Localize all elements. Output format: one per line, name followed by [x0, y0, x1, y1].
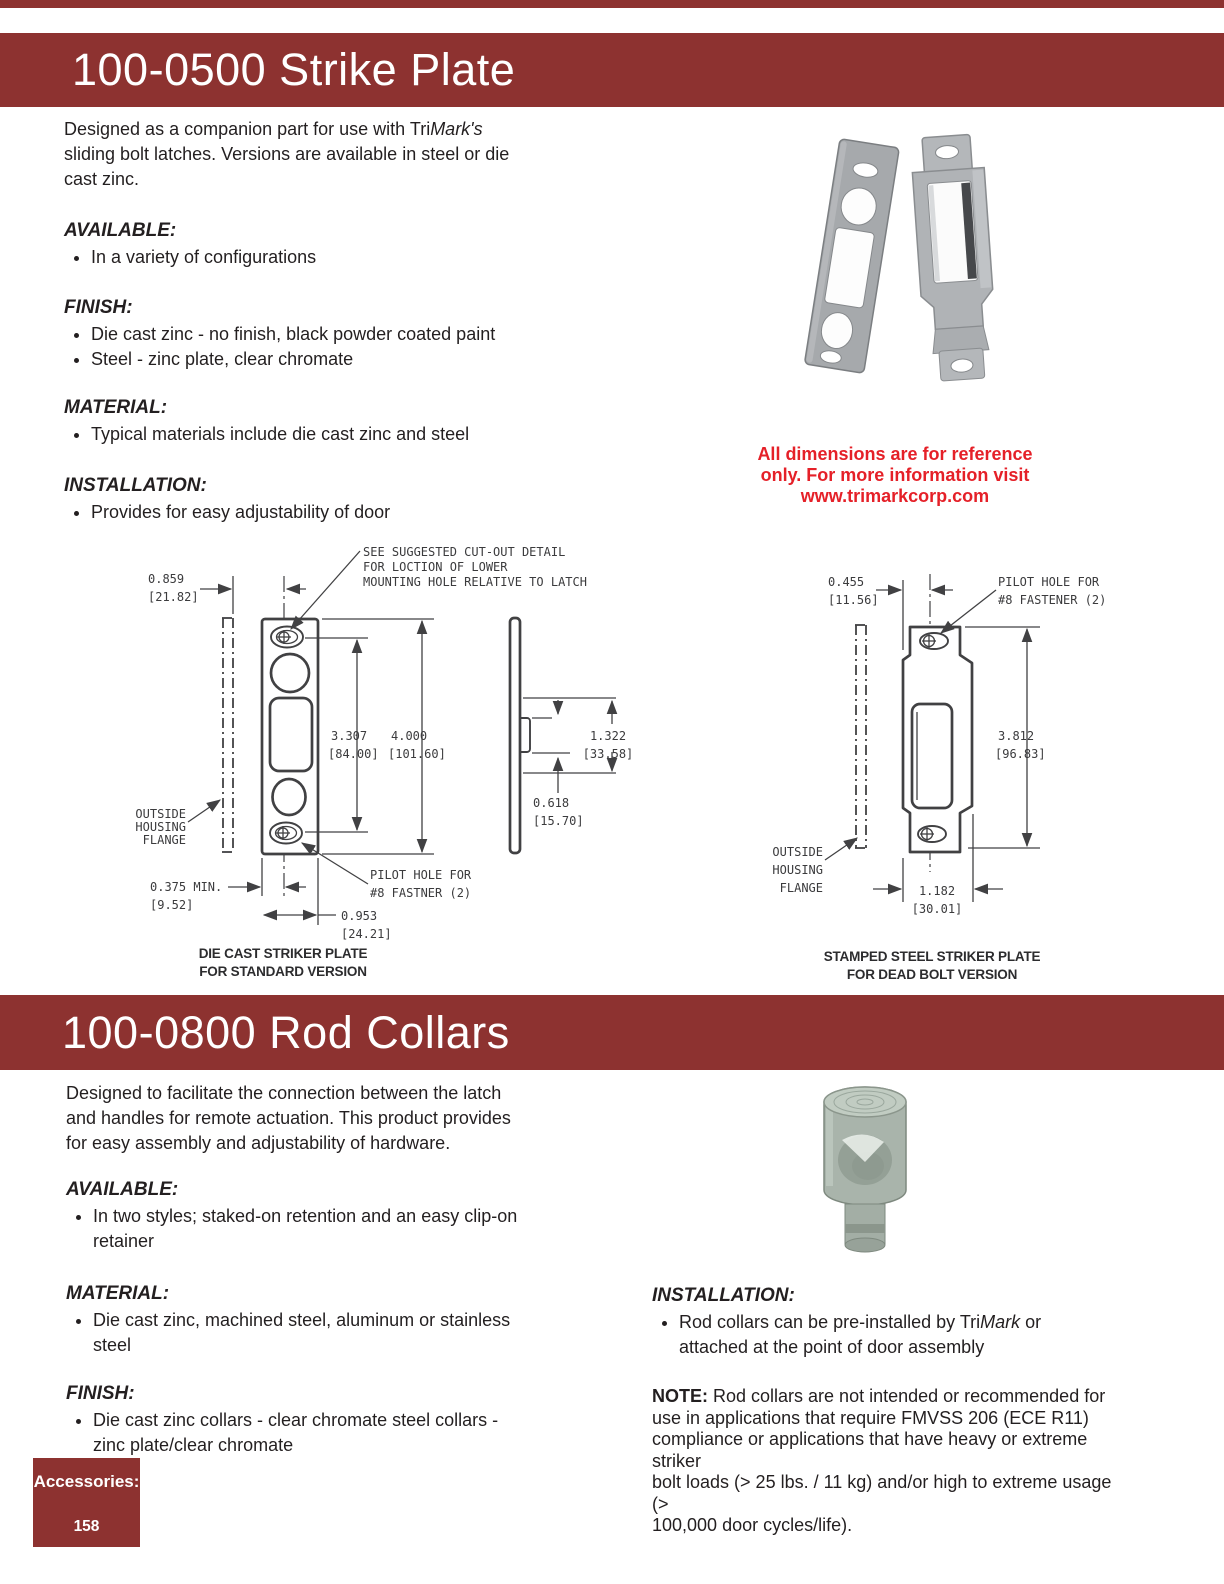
flange-label: [135, 800, 220, 847]
svg-text:#8 FASTENER (2): #8 FASTENER (2): [998, 593, 1107, 607]
rod-note-line4: bolt loads (> 25 lbs. / 11 kg) and/or high to extreme usage (>: [652, 1472, 1112, 1514]
strike-material-list: [64, 422, 591, 447]
rod-installation-heading: INSTALLATION:: [652, 1285, 795, 1306]
svg-text:3.307: 3.307: [331, 729, 368, 743]
list-item: • Die cast zinc, machined steel, aluminum or stainless steel: [93, 1308, 613, 1358]
strike-title-band: [0, 33, 1224, 107]
strike-available-list: [64, 245, 591, 270]
rod-intro: [66, 1081, 586, 1156]
cutout-note: [291, 545, 587, 629]
svg-text:PILOT HOLE FOR: PILOT HOLE FOR: [998, 575, 1100, 589]
left-drawing-caption-1: DIE CAST STRIKER PLATE: [198, 946, 368, 961]
rod-available-heading: AVAILABLE:: [66, 1179, 179, 1200]
svg-text:MOUNTING HOLE RELATIVE TO LATC: MOUNTING HOLE RELATIVE TO LATCH: [363, 575, 587, 589]
rod-note-line3: compliance or applications that have heavy or extreme striker: [652, 1429, 1088, 1471]
svg-text:FLANGE: FLANGE: [142, 833, 186, 847]
strike-finish-list: [64, 322, 591, 372]
reference-note-line1: All dimensions are for reference: [757, 444, 1033, 464]
svg-text:OUTSIDE: OUTSIDE: [772, 845, 823, 859]
reference-note: [735, 444, 1055, 507]
rod-note: [652, 1386, 1112, 1537]
plate-front-view: [262, 619, 318, 854]
rod-intro-line3: for easy assembly and adjustability of hardware.: [66, 1133, 451, 1153]
rod-title: 100-0800 Rod Collars: [62, 1007, 510, 1058]
rod-note-line5: 100,000 door cycles/life).: [652, 1515, 853, 1535]
svg-text:#8 FASTNER (2): #8 FASTNER (2): [370, 886, 472, 900]
list-item: • Rod collars can be pre-installed by TriMark or attached at the point of door assembly: [679, 1310, 1119, 1360]
strike-installation-heading: INSTALLATION:: [64, 475, 207, 496]
rod-title-band: [0, 995, 1224, 1070]
svg-text:1.182: 1.182: [918, 884, 956, 898]
photo-left-plate: [804, 139, 899, 374]
strike-finish-heading: FINISH:: [64, 297, 133, 318]
page-number: 158: [73, 1518, 100, 1535]
svg-text:HOUSING: HOUSING: [772, 863, 823, 877]
list-item: • In a variety of configurations: [91, 245, 591, 270]
svg-text:3.812: 3.812: [998, 729, 1035, 743]
strike-intro-line1: Designed as a companion part for use with TriMark's: [64, 119, 483, 139]
strike-material-heading: MATERIAL:: [64, 397, 168, 418]
svg-text:[30.01]: [30.01]: [911, 902, 963, 916]
dim-3812: [965, 627, 1046, 848]
svg-text:0.618: 0.618: [533, 796, 570, 810]
plate-front-view: [903, 627, 972, 852]
rod-material-heading: MATERIAL:: [66, 1283, 170, 1304]
svg-text:1.322: 1.322: [589, 729, 627, 743]
flange-label: [772, 838, 857, 895]
rod-installation-list: [652, 1310, 1119, 1360]
svg-text:0.953: 0.953: [341, 909, 378, 923]
svg-text:[24.21]: [24.21]: [341, 927, 392, 941]
dim-1322: [583, 701, 634, 771]
photo-right-plate: [910, 134, 999, 382]
top-red-strip: [0, 0, 1224, 8]
svg-text:[21.82]: [21.82]: [148, 590, 199, 604]
website-link[interactable]: www.trimarkcorp.com: [800, 486, 990, 506]
rod-note-line1: NOTE: Rod collars are not intended or recommended for: [652, 1386, 1106, 1406]
right-drawing-caption-1: STAMPED STEEL STRIKER PLATE: [823, 949, 1041, 964]
svg-text:[96.83]: [96.83]: [995, 747, 1046, 761]
pilot-hole-label: [302, 843, 472, 900]
rod-intro-line1: Designed to facilitate the connection between the latch: [66, 1083, 502, 1103]
svg-text:[15.70]: [15.70]: [533, 814, 584, 828]
svg-text:[11.56]: [11.56]: [828, 593, 879, 607]
list-item: • Die cast zinc collars - clear chromate steel collars - zinc plate/clear chromate: [93, 1408, 613, 1458]
list-item: • Die cast zinc - no finish, black powder coated paint: [91, 322, 591, 347]
reference-note-line2: only. For more information visit: [760, 465, 1030, 485]
die-cast-striker-drawing: [105, 535, 750, 985]
svg-text:FLANGE: FLANGE: [779, 881, 823, 895]
strike-intro-line3: cast zinc.: [64, 169, 140, 189]
svg-text:0.859: 0.859: [148, 572, 185, 586]
rod-material-list: [66, 1308, 613, 1358]
flange-section-lines: [855, 625, 867, 848]
pilot-hole-label: [941, 575, 1106, 633]
svg-text:[33.58]: [33.58]: [582, 747, 634, 761]
flange-section-lines: [222, 618, 234, 852]
rod-finish-list: [66, 1408, 613, 1458]
svg-text:0.375 MIN.: 0.375 MIN.: [150, 880, 223, 894]
strike-intro-line2: sliding bolt latches. Versions are available in steel or die: [64, 144, 510, 164]
right-drawing-caption-2: FOR DEAD BOLT VERSION: [846, 967, 1018, 982]
list-item: • Typical materials include die cast zinc and steel: [91, 422, 591, 447]
svg-text:[101.60]: [101.60]: [388, 747, 446, 761]
strike-available-heading: AVAILABLE:: [64, 220, 177, 241]
rod-intro-line2: and handles for remote actuation. This product provides: [66, 1108, 511, 1128]
rod-available-list: [66, 1204, 613, 1254]
accessories-box: [33, 1458, 140, 1547]
rod-note-line2: use in applications that require FMVSS 206 (ECE R11): [652, 1407, 1089, 1428]
svg-text:[9.52]: [9.52]: [150, 898, 194, 912]
dim-0375: [150, 858, 306, 912]
left-drawing-caption-2: FOR STANDARD VERSION: [199, 964, 367, 979]
svg-text:HOUSING: HOUSING: [135, 820, 186, 834]
svg-text:4.000: 4.000: [391, 729, 428, 743]
strike-installation-list: [64, 500, 591, 525]
strike-title: 100-0500 Strike Plate: [72, 44, 516, 95]
strike-intro: [64, 117, 564, 192]
strike-plate-photo: [782, 122, 1017, 384]
svg-text:FOR LOCTION OF LOWER: FOR LOCTION OF LOWER: [363, 560, 508, 574]
list-item: • Steel - zinc plate, clear chromate: [91, 347, 591, 372]
rod-collar-photo: [812, 1078, 917, 1268]
dim-0618: [533, 758, 584, 828]
accessories-label: Accessories:: [33, 1472, 140, 1491]
stamped-steel-striker-drawing: [740, 555, 1150, 985]
list-item: • Provides for easy adjustability of door: [91, 500, 591, 525]
svg-text:OUTSIDE: OUTSIDE: [135, 807, 186, 821]
list-item: • In two styles; staked-on retention and an easy clip-on retainer: [93, 1204, 613, 1254]
dim-0859: [148, 572, 306, 614]
rod-finish-heading: FINISH:: [66, 1383, 135, 1404]
svg-text:0.455: 0.455: [828, 575, 865, 589]
svg-text:[84.00]: [84.00]: [328, 747, 379, 761]
svg-text:SEE SUGGESTED CUT-OUT DETAIL: SEE SUGGESTED CUT-OUT DETAIL: [363, 545, 566, 559]
svg-text:PILOT HOLE FOR: PILOT HOLE FOR: [370, 868, 472, 882]
